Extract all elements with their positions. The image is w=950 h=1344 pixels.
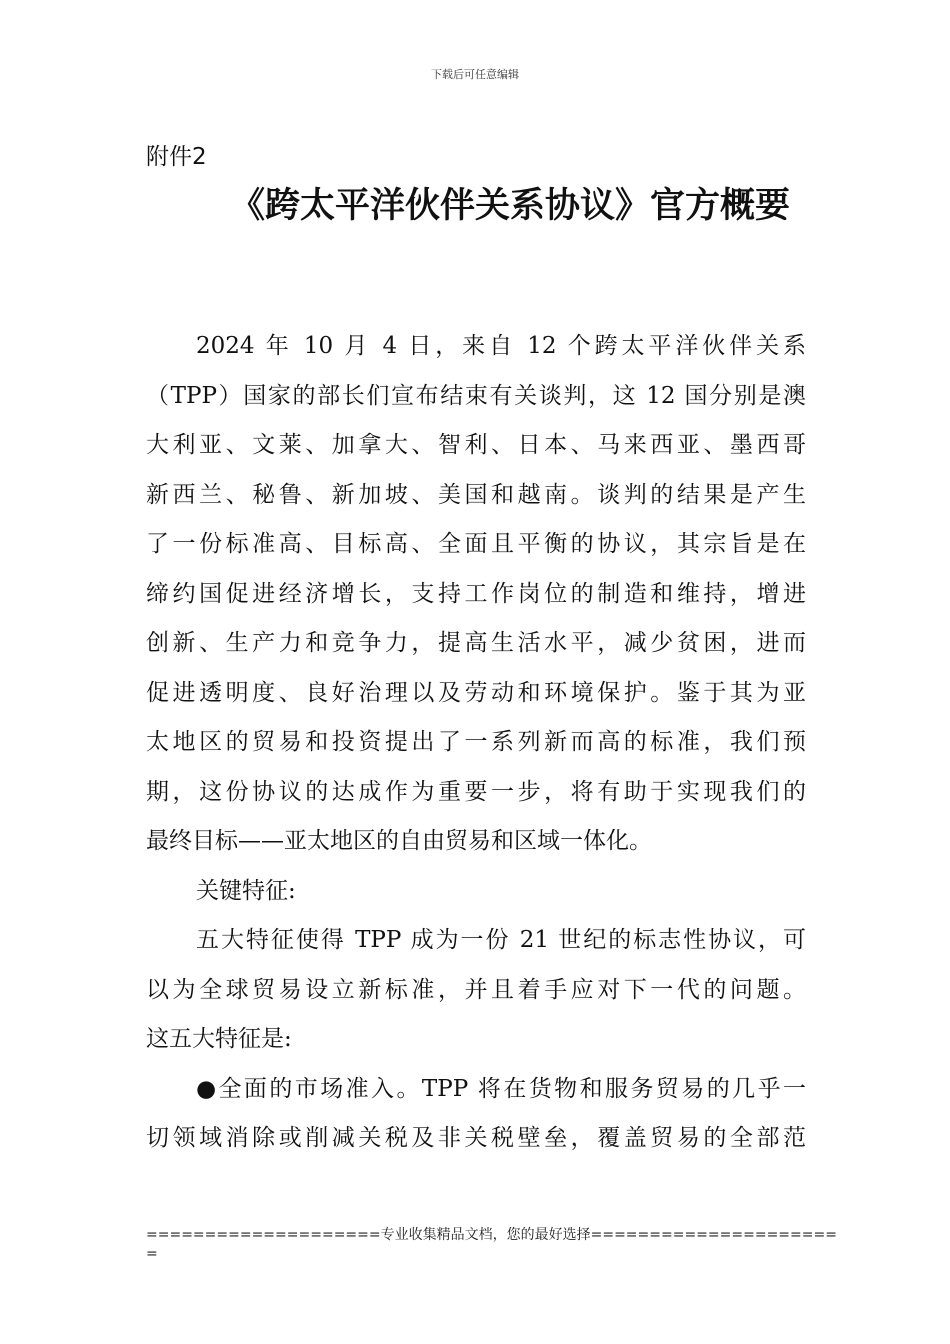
page-footer [146,1226,837,1264]
section-heading: 关键特征: [196,877,296,904]
body-line: 五大特征使得 TPP 成为一份 21 世纪的标志性协议，可 [196,927,806,953]
footer-line-tail: = [146,1246,158,1262]
body-line: 创新、生产力和竞争力，提高生活水平，减少贫困，进而 [146,630,806,656]
body-line: 切领域消除或削减关税及非关税壁垒，覆盖贸易的全部范 [146,1125,806,1151]
body-line: 这五大特征是: [146,1026,292,1052]
document-title: 《跨太平洋伙伴关系协议》官方概要 [230,185,791,226]
body-line: 太地区的贸易和投资提出了一系列新而高的标准，我们预 [146,729,806,755]
body-line: （TPP）国家的部长们宣布结束有关谈判，这 12 国分别是澳 [146,382,806,409]
body-line: 期，这份协议的达成作为重要一步，将有助于实现我们的 [146,778,806,805]
body-line: 以为全球贸易设立新标准，并且着手应对下一代的问题。 [146,976,806,1003]
body-line: 最终目标——亚太地区的自由贸易和区域一体化。 [146,828,652,854]
body-line: 大利亚、文莱、加拿大、智利、日本、马来西亚、墨西哥 [146,432,806,458]
body-line: 新西兰、秘鲁、新加坡、美国和越南。谈判的结果是产生 [146,481,806,508]
body-line: 促进透明度、良好治理以及劳动和环境保护。鉴于其为亚 [146,679,806,706]
bullet-line: ●全面的市场准入。TPP 将在货物和服务贸易的几乎一 [196,1075,806,1102]
page-header-note: 下载后可任意编辑 [431,68,519,81]
body-line: 2024 年 10 月 4 日，来自 12 个跨太平洋伙伴关系 [196,333,806,359]
footer-line: ====================专业收集精品文档，您的最好选择===================== [146,1227,837,1243]
body-line: 了一份标准高、目标高、全面且平衡的协议，其宗旨是在 [146,531,806,557]
document-body [146,322,806,1164]
attachment-label: 附件2 [146,144,207,170]
body-line: 缔约国促进经济增长，支持工作岗位的制造和维持，增进 [146,580,806,607]
